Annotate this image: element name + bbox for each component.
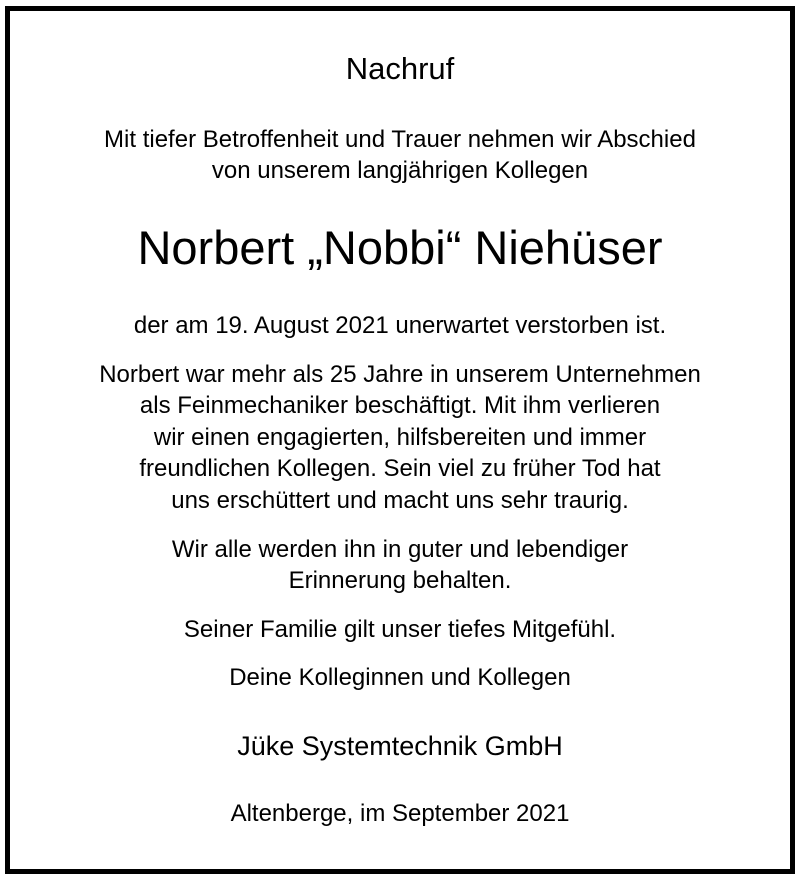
tribute-line-3: wir einen engagierten, hilfsbereiten und immer — [153, 424, 647, 451]
deceased-name: Norbert „Nobbi“ Niehüser — [137, 221, 663, 274]
intro-line-2: von unserem langjährigen Kollegen — [211, 157, 589, 184]
signature-line: Deine Kolleginnen und Kollegen — [229, 664, 571, 691]
notice-heading: Nachruf — [345, 51, 455, 86]
company-name: Jüke Systemtechnik GmbH — [237, 731, 563, 761]
condolence-line: Seiner Familie gilt unser tiefes Mitgefühl. — [183, 616, 617, 643]
tribute-line-4: freundlichen Kollegen. Sein viel zu früher Tod hat — [139, 455, 661, 482]
death-date-line: der am 19. August 2021 unerwartet verstorben ist. — [133, 312, 667, 339]
memory-line-2: Erinnerung behalten. — [288, 567, 512, 594]
tribute-line-5: uns erschüttert und macht uns sehr traurig. — [171, 487, 629, 514]
tribute-line-2: als Feinmechaniker beschäftigt. Mit ihm verlieren — [139, 392, 661, 419]
intro-line-1: Mit tiefer Betroffenheit und Trauer nehmen wir Abschied — [104, 126, 696, 153]
tribute-line-1: Norbert war mehr als 25 Jahre in unserem Unternehmen — [99, 361, 701, 388]
memory-line-1: Wir alle werden ihn in guter und lebendiger — [171, 536, 629, 563]
place-date-line: Altenberge, im September 2021 — [230, 800, 570, 827]
obituary-frame — [5, 6, 795, 874]
